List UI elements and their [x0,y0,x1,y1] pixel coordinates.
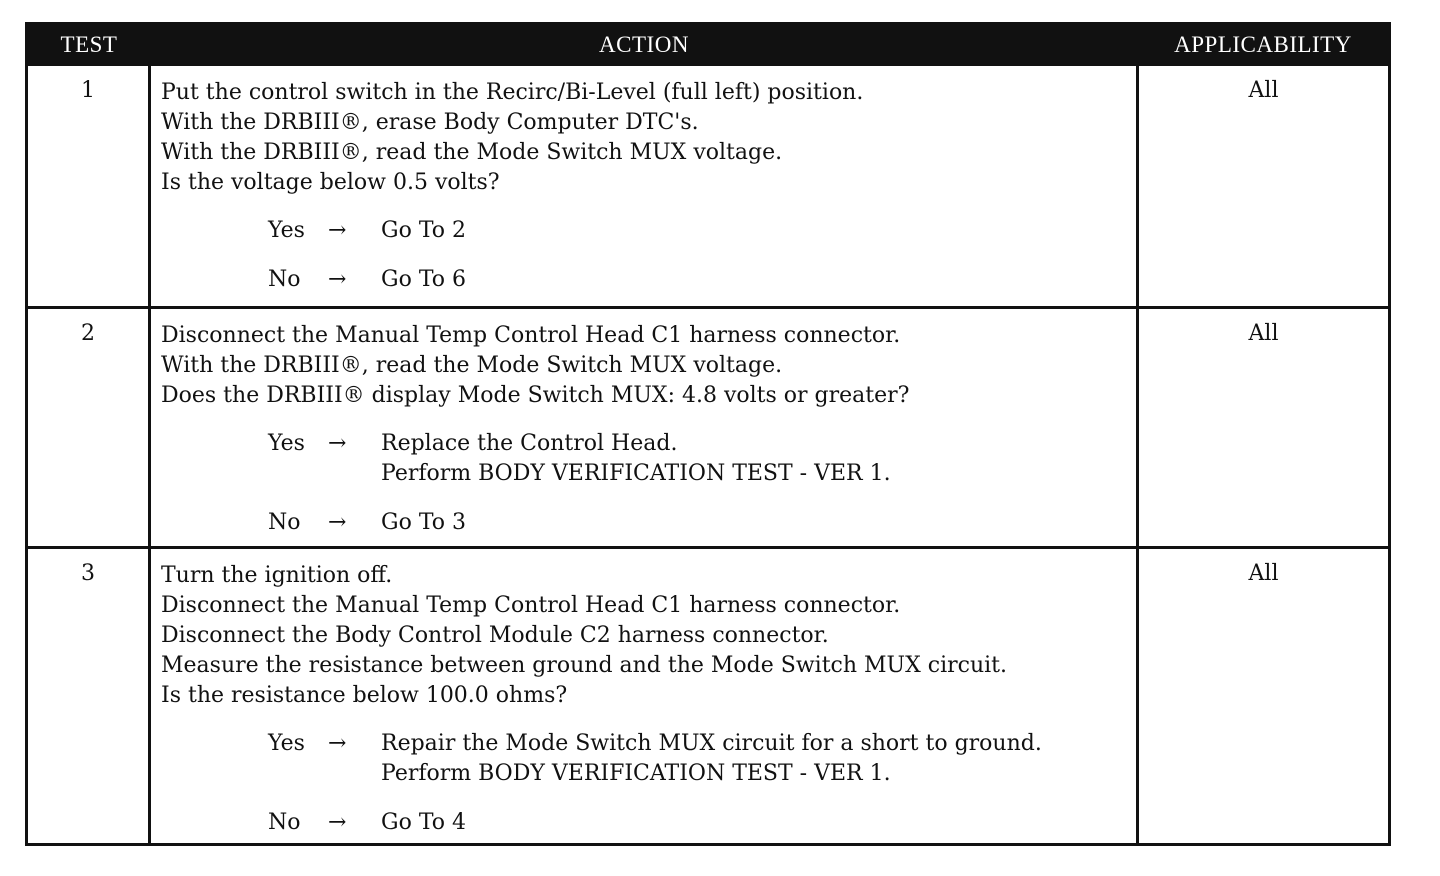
action-cell [161,561,1121,857]
table-row-test-2 [28,306,1388,546]
yes-result-line: Repair the Mode Switch MUX circuit for a short to ground. [381,731,1042,756]
diagnostic-test-table [25,22,1391,846]
yes-answer [268,729,1121,789]
no-answer [268,508,1121,538]
right-arrow-icon: → [328,510,347,535]
no-result-line: Go To 4 [381,810,467,835]
yes-result-line: Replace the Control Head. [381,431,678,456]
test-number: 1 [81,78,95,103]
yes-result [381,429,891,489]
no-result [381,808,466,838]
no-result [381,265,466,295]
test-number: 3 [81,561,95,586]
action-step: Does the DRBIII® display Mode Switch MUX: 4.8 volts or greater? [161,383,910,408]
action-step: With the DRBIII®, read the Mode Switch MUX voltage. [161,140,783,165]
no-result-line: Go To 6 [381,267,467,292]
no-label: No [268,510,301,535]
right-arrow-icon: → [328,731,347,756]
no-label: No [268,267,301,292]
action-cell [161,321,1121,557]
yes-result [381,216,466,246]
right-arrow-icon: → [328,431,347,456]
answer-block [268,429,1121,538]
header-test: TEST [60,32,118,57]
yes-result-line: Perform BODY VERIFICATION TEST - VER 1. [381,461,891,486]
right-arrow-icon: → [328,810,347,835]
applicability-cell: All [1248,321,1279,346]
yes-label: Yes [268,731,305,756]
column-divider [148,66,151,843]
column-divider [1136,66,1139,843]
no-label: No [268,810,301,835]
action-step: Disconnect the Body Control Module C2 harness connector. [161,623,829,648]
yes-result-line: Go To 2 [381,218,467,243]
action-step: Put the control switch in the Recirc/Bi-Level (full left) position. [161,80,864,105]
table-row-test-1 [28,66,1388,306]
applicability-cell: All [1248,78,1279,103]
table-row-test-3 [28,546,1388,843]
answer-block [268,216,1121,295]
header-applicability: APPLICABILITY [1174,32,1352,57]
action-step: Is the resistance below 100.0 ohms? [161,683,568,708]
no-result [381,508,466,538]
header-action: ACTION [599,32,689,57]
yes-label: Yes [268,218,305,243]
action-step: Disconnect the Manual Temp Control Head C1 harness connector. [161,593,901,618]
yes-answer [268,216,1121,246]
table-header [28,25,1388,66]
test-number: 2 [81,321,95,346]
action-step: Turn the ignition off. [161,563,393,588]
action-step: Is the voltage below 0.5 volts? [161,170,500,195]
action-step: Measure the resistance between ground and the Mode Switch MUX circuit. [161,653,1007,678]
action-cell [161,78,1121,314]
right-arrow-icon: → [328,218,347,243]
no-result-line: Go To 3 [381,510,467,535]
no-answer [268,808,1121,838]
action-step: Disconnect the Manual Temp Control Head C1 harness connector. [161,323,901,348]
yes-result-line: Perform BODY VERIFICATION TEST - VER 1. [381,761,891,786]
applicability-cell: All [1248,561,1279,586]
no-answer [268,265,1121,295]
yes-label: Yes [268,431,305,456]
right-arrow-icon: → [328,267,347,292]
yes-answer [268,429,1121,489]
yes-result [381,729,1042,789]
answer-block [268,729,1121,838]
action-step: With the DRBIII®, erase Body Computer DTC's. [161,110,699,135]
action-step: With the DRBIII®, read the Mode Switch MUX voltage. [161,353,783,378]
